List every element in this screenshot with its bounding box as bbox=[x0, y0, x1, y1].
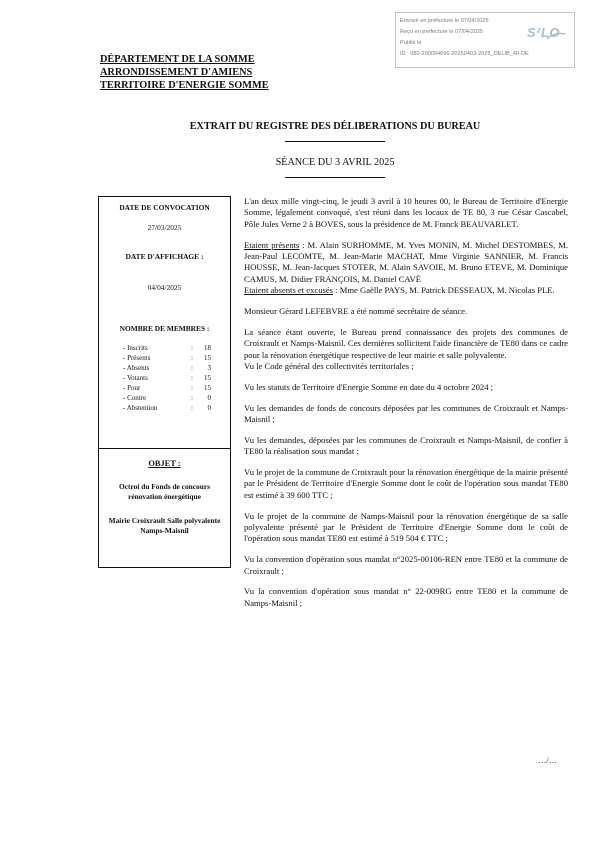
affichage-date: 04/04/2025 bbox=[147, 283, 182, 292]
stamp-line-id: ID : 080-200094696-20250403-2025_DELIB_40-DE bbox=[400, 51, 529, 57]
membres-label: NOMBRE DE MEMBRES : bbox=[119, 324, 210, 333]
stamp-line-publie: Publié le bbox=[400, 40, 422, 46]
code-paragraph: Vu le Code général des collectivités territoriales ; bbox=[244, 361, 414, 372]
stamp-line-recu: Reçu en préfecture le 07/04/2025 bbox=[400, 29, 484, 35]
page-continuation-mark: …/… bbox=[538, 756, 558, 765]
presents-paragraph bbox=[244, 240, 568, 286]
dept-line-territoire: TERRITOIRE D'ENERGIE SOMME bbox=[100, 80, 269, 91]
count-row: - Absents : 3 bbox=[123, 364, 211, 372]
member-counts bbox=[123, 343, 211, 413]
document-title: EXTRAIT DU REGISTRE DES DÉLIBERATIONS DU BUREAU bbox=[189, 121, 481, 132]
projet-namps-paragraph: Vu le projet de la commune de Namps-Maisnil pour la rénovation énergétique de sa salle polyvalente présenté par le Président de Territoire d'Energie Somme dont le coût de l'opération sous mandat TE80 est estimé à 519 504 € TTC ; bbox=[244, 510, 568, 544]
presents-label: Etaient présents bbox=[244, 239, 300, 250]
stamp-line-envoye: Envoyé en préfecture le 07/04/2025 bbox=[400, 18, 489, 24]
department-header bbox=[100, 53, 269, 92]
prefecture-stamp bbox=[395, 12, 575, 68]
deliberation-body bbox=[244, 196, 568, 619]
projet-croixrault-paragraph: Vu le projet de la commune de Croixrault pour la rénovation énergétique de la mairie présenté par le Président de Territoire d'Energie Somme dont le coût de l'opération sous mandat TE80 est estimé à 39 600 TTC ; bbox=[244, 467, 568, 500]
count-row: - Abstention : 0 bbox=[123, 404, 211, 412]
statuts-paragraph: Vu les statuts de Territoire d'Energie Somme en date du 4 octobre 2024 ; bbox=[244, 381, 494, 392]
count-row: - Pour : 15 bbox=[123, 384, 211, 392]
convocation-label: DATE DE CONVOCATION bbox=[119, 203, 210, 212]
count-row: - Inscrits : 18 bbox=[123, 344, 211, 352]
demandes-mandat-paragraph: Vu les demandes, déposées par les communes de Croixrault et Namps-Maisnil, de confier à TE80 la réalisation sous mandat ; bbox=[244, 434, 568, 457]
affichage-label: DATE D'AFFICHAGE : bbox=[125, 252, 204, 261]
convocation-date: 27/03/2025 bbox=[147, 223, 182, 232]
dept-line-somme: DÉPARTEMENT DE LA SOMME bbox=[100, 54, 255, 65]
objet-subject: Mairie Croixrault Salle polyvalente Namps-Maisnil bbox=[108, 516, 221, 535]
objet-label: OBJET : bbox=[148, 459, 181, 468]
count-row: - Contre : 0 bbox=[123, 394, 211, 402]
title-divider bbox=[285, 141, 385, 142]
count-row: - Présents : 15 bbox=[123, 354, 211, 362]
dept-line-arrondissement: ARRONDISSEMENT D'AMIENS bbox=[100, 67, 253, 78]
convention-croixrault-paragraph: Vu la convention d'opération sous mandat n°2025-00106-REN entre TE80 et la commune de Croixrault ; bbox=[244, 554, 568, 576]
presents-list: : M. Alain SURHOMME, M. Yves MONIN, M. Michel DESTOMBES, M. Jean-Paul LECOMTE, M. Jean-Marie MACHAT, Mme Virginie SANNIER, M. Francis HOUSSE, M. Jean-Jacques STOTER, M. Alain SAVOIE, M. Bruno ETEVE, M. Dominique CAMUS, M. Didier FRANÇOIS, M. Daniel CAVÉ bbox=[244, 239, 568, 284]
absents-list: : Mme Gaëlle PAYS, M. Patrick DESSEAUX, M. Nicolas PLE. bbox=[333, 285, 555, 296]
convention-namps-paragraph: Vu la convention d'opération sous mandat n° 22-009RG entre TE80 et la commune de Namps-Maisnil ; bbox=[244, 586, 568, 608]
absents-label: Etaient absents et excusés bbox=[244, 285, 334, 296]
s2lo-logo: S²LO bbox=[526, 25, 560, 40]
sidebar-divider bbox=[99, 448, 230, 449]
seance-ouverte-paragraph: La séance étant ouverte, le Bureau prend connaissance des projets des communes de Croixrault et Namps-Maisnil. Ces dernières sollicitent l'aide financière de TE80 dans ce cadre pour la rénovation énergétique respective de leur mairie et salle polyvalente. bbox=[244, 326, 568, 360]
meeting-info-box bbox=[98, 196, 231, 568]
s2lo-swoosh-icon bbox=[546, 31, 566, 41]
count-row: - Votants : 15 bbox=[123, 374, 211, 382]
absents-paragraph bbox=[244, 285, 568, 296]
seance-date: SÉANCE DU 3 AVRIL 2025 bbox=[275, 157, 395, 168]
secretaire-paragraph: Monsieur Gérard LEFEBVRE a été nommé secrétaire de séance. bbox=[244, 306, 468, 317]
seance-divider bbox=[285, 177, 385, 178]
objet-text: Octroi du Fonds de concours rénovation énergétique bbox=[118, 482, 211, 501]
intro-paragraph: L'an deux mille vingt-cinq, le jeudi 3 avril à 10 heures 00, le Bureau de Territoire d'Energie Somme, légalement convoqué, s'est réuni dans les locaux de TE 80, 3 rue César Cascabel, Pôle Jules Verne 2 à BOVES, sous la présidence de M. Franck BEAUVARLET. bbox=[244, 196, 568, 229]
demandes-fonds-paragraph: Vu les demandes de fonds de concours déposées par les communes de Croixrault et Namps-Maisnil ; bbox=[244, 402, 568, 425]
